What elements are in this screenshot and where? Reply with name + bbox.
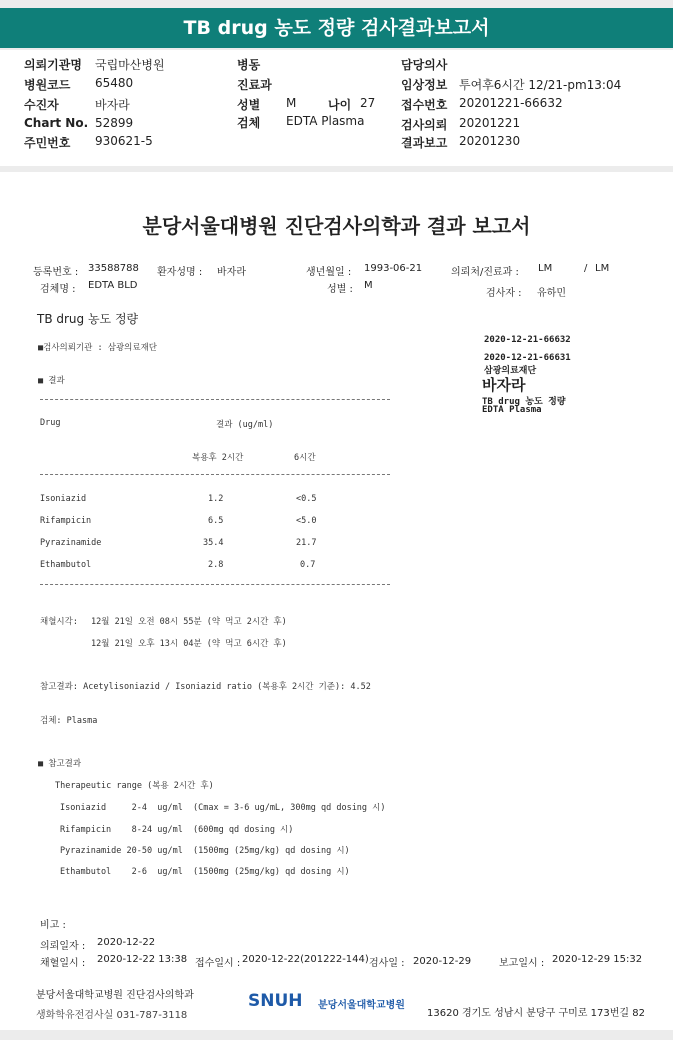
row-6h: <0.5 [296, 494, 317, 504]
row-6h: 0.7 [300, 560, 316, 570]
receipt-label: 접수일시 : [195, 958, 241, 969]
footer-lab: 생화학유전검사실 031-787-3118 [36, 1010, 188, 1021]
row-2h: 6.5 [208, 516, 224, 526]
stamp-line: 2020-12-21-66632 [484, 335, 571, 345]
snuh-logo-name: 분당서울대학교병원 [318, 1000, 405, 1011]
reg-value: 33588788 [88, 263, 139, 274]
footer-dept: 분당서울대학교병원 진단검사의학과 [36, 990, 194, 1001]
report-label: 결과보고 [401, 136, 448, 150]
stamp-line: EDTA Plasma [482, 405, 542, 415]
institution-value: 국립마산병원 [95, 58, 165, 72]
sex-label: 성별 [237, 98, 261, 112]
sex-label: 성별 : [327, 284, 353, 295]
result-header: ■ 결과 [38, 376, 65, 386]
id-value: 930621-5 [95, 134, 153, 148]
age-value: 27 [360, 96, 376, 110]
summary-panel [0, 50, 673, 166]
divider [40, 584, 390, 585]
sampling-time-2: 12월 21일 오후 13시 04분 (약 먹고 6시간 후) [91, 639, 287, 649]
dob-value: 1993-06-21 [364, 263, 423, 274]
sampling-time-1: 12월 21일 오전 08시 55분 (약 먹고 2시간 후) [91, 617, 287, 627]
request-label: 검사의뢰 [401, 118, 448, 132]
specimen-value: EDTA Plasma [286, 114, 365, 128]
divider [40, 399, 390, 400]
doctor-label: 담당의사 [401, 58, 448, 72]
report-date-label: 보고일시 : [499, 958, 545, 969]
draw-label: 채혈일시 : [40, 958, 86, 969]
req-date-value: 2020-12-22 [97, 937, 156, 948]
lab-report-document [0, 172, 673, 1030]
ward-label: 병동 [237, 58, 261, 72]
specimen-value: EDTA BLD [88, 280, 138, 291]
specimen-label: 검체명 : [40, 284, 76, 295]
pname-label: 환자성명 : [157, 267, 203, 278]
report-date-value: 2020-12-29 15:32 [552, 954, 643, 965]
row-drug: Pyrazinamide [40, 538, 102, 548]
patient-value: 바자라 [95, 98, 130, 112]
sampling-label: 채혈시각: [40, 617, 78, 627]
pname-value: 바자라 [217, 267, 246, 278]
examiner-label: 검사자 : [486, 288, 522, 299]
sex-value: M [286, 96, 297, 110]
row-2h: 35.4 [203, 538, 224, 548]
therapeutic-range: Therapeutic range (복용 2시간 후) [55, 781, 214, 791]
dept-value-1: LM [538, 263, 553, 274]
report-value: 20201230 [459, 134, 521, 148]
chart-label: Chart No. [24, 116, 89, 130]
stamp-line: 2020-12-21-66631 [484, 353, 571, 363]
sex-value: M [364, 280, 373, 291]
dept-separator: / [584, 263, 588, 274]
test-name: TB drug 농도 정량 [37, 312, 139, 326]
row-2h: 2.8 [208, 560, 224, 570]
hospital-code-label: 병원코드 [24, 78, 71, 92]
col-drug: Drug [40, 418, 61, 428]
patient-label: 수진자 [24, 98, 59, 112]
institution-label: 의뢰기관명 [24, 58, 82, 72]
clinical-value: 투여후6시간 12/21-pm13:04 [459, 78, 622, 92]
draw-value: 2020-12-22 13:38 [97, 954, 188, 965]
reg-label: 등록번호 : [33, 267, 79, 278]
dob-label: 생년월일 : [306, 267, 352, 278]
receipt-value: 20201221-66632 [459, 96, 563, 110]
receipt-label: 접수번호 [401, 98, 448, 112]
test-date-value: 2020-12-29 [413, 956, 472, 967]
row-6h: <5.0 [296, 516, 317, 526]
dept-value-2: LM [595, 263, 610, 274]
row-drug: Isoniazid [40, 494, 87, 504]
col-2h: 복용후 2시간 [192, 453, 244, 463]
row-drug: Ethambutol [40, 560, 92, 570]
specimen-label: 검체 [237, 116, 261, 130]
col-6h: 6시간 [294, 453, 316, 463]
stamp-line: TB drug 농도 정량 [482, 397, 566, 407]
test-date-label: 검사일 : [369, 958, 405, 969]
address: 13620 경기도 성남시 분당구 구미로 173번길 82 [427, 1008, 645, 1019]
row-2h: 1.2 [208, 494, 224, 504]
dept-label: 진료과 [237, 78, 272, 92]
range-line: Isoniazid 2-4 ug/ml (Cmax = 3-6 ug/mL, 300mg qd dosing 시) [60, 803, 386, 813]
ref-header: ■ 참고결과 [38, 759, 82, 769]
hospital-code-value: 65480 [95, 76, 134, 90]
range-line: Rifampicin 8-24 ug/ml (600mg qd dosing 시) [60, 825, 294, 835]
stamp-line: 바자라 [482, 376, 526, 394]
remark-label: 비고 : [40, 920, 66, 931]
dept-label: 의뢰처/진료과 : [451, 267, 519, 278]
receipt-value: 2020-12-22(201222-144) [242, 954, 369, 965]
age-label: 나이 [328, 98, 352, 112]
range-line: Pyrazinamide 20-50 ug/ml (1500mg (25mg/kg) qd dosing 시) [60, 846, 350, 856]
ref-result: 참고결과: Acetylisoniazid / Isoniazid ratio (복용후 2시간 기준): 4.52 [40, 682, 371, 692]
lab-line: ■검사의뢰기관 : 삼광의료재단 [38, 343, 158, 353]
range-line: Ethambutol 2-6 ug/ml (1500mg (25mg/kg) qd dosing 시) [60, 867, 350, 877]
request-value: 20201221 [459, 116, 521, 130]
specimen-line: 검체: Plasma [40, 716, 98, 726]
id-label: 주민번호 [24, 136, 71, 150]
row-6h: 21.7 [296, 538, 317, 548]
req-date-label: 의뢰일자 : [40, 941, 86, 952]
divider [40, 474, 390, 475]
report-header-title: TB drug 농도 정량 검사결과보고서 [0, 8, 673, 48]
col-result: 결과 (ug/ml) [216, 420, 274, 430]
chart-value: 52899 [95, 116, 134, 130]
examiner-value: 유하민 [537, 288, 566, 299]
stamp-line: 삼광의료재단 [484, 366, 537, 376]
clinical-label: 임상정보 [401, 78, 448, 92]
snuh-logo: SNUH [248, 991, 303, 1011]
report-title: 분당서울대병원 진단검사의학과 결과 보고서 [142, 214, 531, 238]
row-drug: Rifampicin [40, 516, 92, 526]
